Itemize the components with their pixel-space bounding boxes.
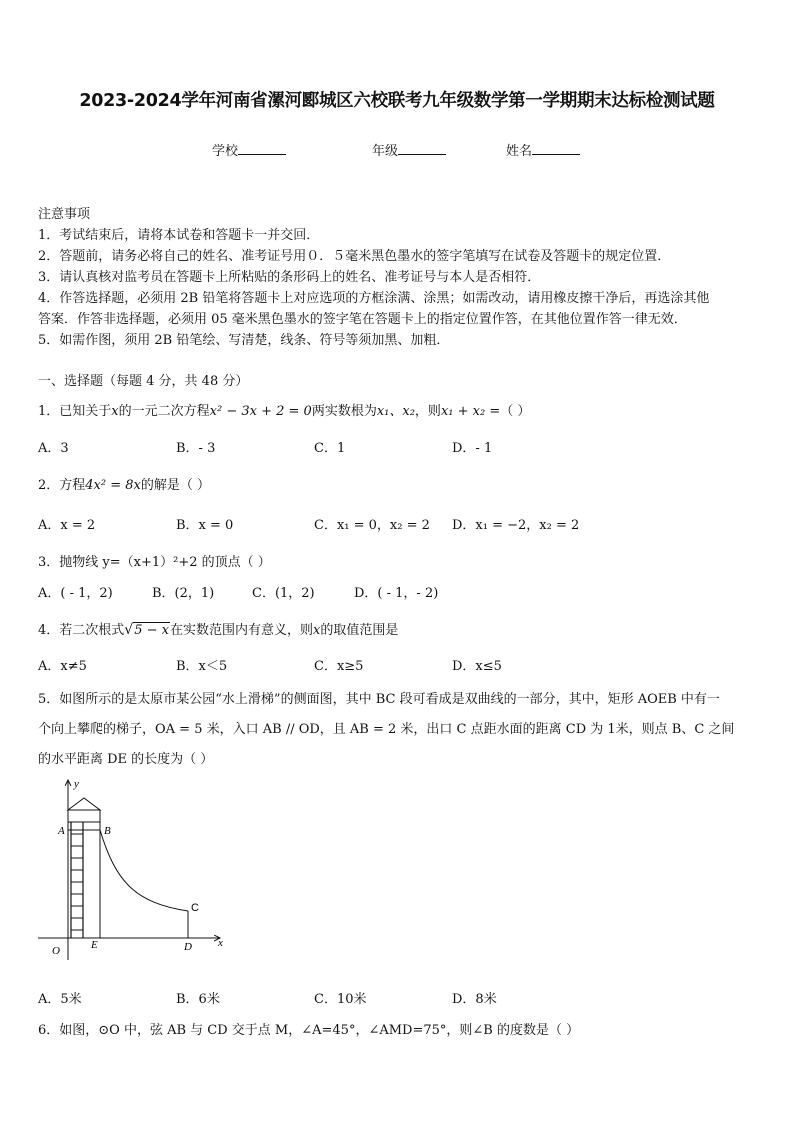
question-5-line-1: 5．如图所示的是太原市某公园“水上滑梯”的侧面图，其中 BC 段可看成是双曲线的一部分，其中，矩形 AOEB 中有一	[38, 692, 720, 707]
question-2: 2．方程4x² = 8x的解是（ ）	[38, 478, 210, 493]
q2-option-b[interactable]: B．x = 0	[176, 518, 234, 533]
q2-option-d[interactable]: D．x₁ = −2，x₂ = 2	[452, 518, 580, 533]
label-b: B	[104, 825, 111, 837]
q5-option-a[interactable]: A．5米	[38, 992, 82, 1007]
school-field[interactable]: 学校	[212, 140, 286, 159]
note-item: 1．考试结束后，请将本试卷和答题卡一并交回．	[38, 228, 320, 243]
name-field[interactable]: 姓名	[506, 140, 580, 159]
question-1: 1．已知关于x的一元二次方程x² − 3x + 2 = 0两实数根为x₁、x₂，则x₁ + x₂ =（ ）	[38, 404, 531, 419]
q1-option-c[interactable]: C．1	[314, 441, 346, 456]
label-x: x	[218, 937, 223, 949]
page-title: 2023-2024学年河南省漯河郾城区六校联考九年级数学第一学期期末达标检测试题	[79, 91, 715, 111]
q4-option-d[interactable]: D．x≤5	[452, 659, 502, 674]
label-a: A	[58, 825, 65, 837]
q5-option-c[interactable]: C．10米	[314, 992, 367, 1007]
q4-option-b[interactable]: B．x＜5	[176, 659, 228, 674]
q3-option-b[interactable]: B．(2，1)	[152, 586, 215, 601]
q3-option-a[interactable]: A．( - 1，2)	[38, 586, 113, 601]
ladder-rungs	[71, 834, 83, 930]
question-3: 3．抛物线 y=（x+1）²+2 的顶点（ ）	[38, 555, 271, 570]
radicand: 5 − x	[134, 623, 169, 638]
label-c: C	[191, 902, 199, 914]
question-5-line-2: 个向上攀爬的梯子，OA = 5 米，入口 AB // OD，且 AB = 2 米，出口 C 点距水面的距离 CD 为 1米，则点 B、C 之间	[38, 722, 735, 737]
q4-option-c[interactable]: C．x≥5	[314, 659, 364, 674]
question-6: 6．如图，⊙O 中，弦 AB 与 CD 交于点 M，∠A=45°，∠AMD=75°，则∠B 的度数是（ ）	[38, 1023, 580, 1038]
q2-option-c[interactable]: C．x₁ = 0，x₂ = 2	[314, 518, 430, 533]
q2-option-a[interactable]: A．x = 2	[38, 518, 96, 533]
q1-option-b[interactable]: B．- 3	[176, 441, 216, 456]
slide-diagram	[38, 778, 238, 963]
note-item: 4．作答选择题，必须用 2B 铅笔将答题卡上对应选项的方框涂满、涂黑；如需改动，请用橡皮擦干净后，再选涂其他	[38, 291, 710, 306]
q3-option-c[interactable]: C．(1，2)	[252, 586, 315, 601]
q1-option-d[interactable]: D．- 1	[452, 441, 493, 456]
question-4: 4．若二次根式√5 − x在实数范围内有意义，则x的取值范围是	[38, 622, 399, 638]
note-item: 3．请认真核对监考员在答题卡上所粘贴的条形码上的姓名、准考证号与本人是否相符．	[38, 270, 541, 285]
question-5-line-3: 的水平距离 DE 的长度为（ ）	[38, 752, 214, 767]
q3-option-d[interactable]: D．( - 1，- 2)	[354, 586, 439, 601]
label-e: E	[91, 939, 98, 951]
tower-top	[68, 810, 100, 822]
section-heading: 一、选择题（每题 4 分，共 48 分）	[38, 374, 249, 389]
notes-heading: 注意事项	[38, 207, 91, 222]
note-item: 2．答题前，请务必将自己的姓名、准考证号用０．５毫米黑色墨水的签字笔填写在试卷及答题卡的规定位置．	[38, 249, 671, 264]
note-item: 5．如需作图，须用 2B 铅笔绘、写清楚，线条、符号等须加黑、加粗．	[38, 333, 450, 348]
curve-bc	[100, 830, 188, 911]
label-y: y	[74, 778, 79, 790]
q1-option-a[interactable]: A．3	[38, 441, 69, 456]
note-item: 答案．作答非选择题，必须用 05 毫米黑色墨水的签字笔在答题卡上的指定位置作答，在其他位置作答一律无效．	[38, 312, 687, 327]
grade-field[interactable]: 年级	[372, 140, 446, 159]
label-d: D	[184, 941, 192, 953]
q5-option-d[interactable]: D．8米	[452, 992, 497, 1007]
q4-option-a[interactable]: A．x≠5	[38, 659, 87, 674]
label-o: O	[52, 945, 60, 957]
q5-option-b[interactable]: B．6米	[176, 992, 220, 1007]
tower-roof	[68, 798, 100, 810]
